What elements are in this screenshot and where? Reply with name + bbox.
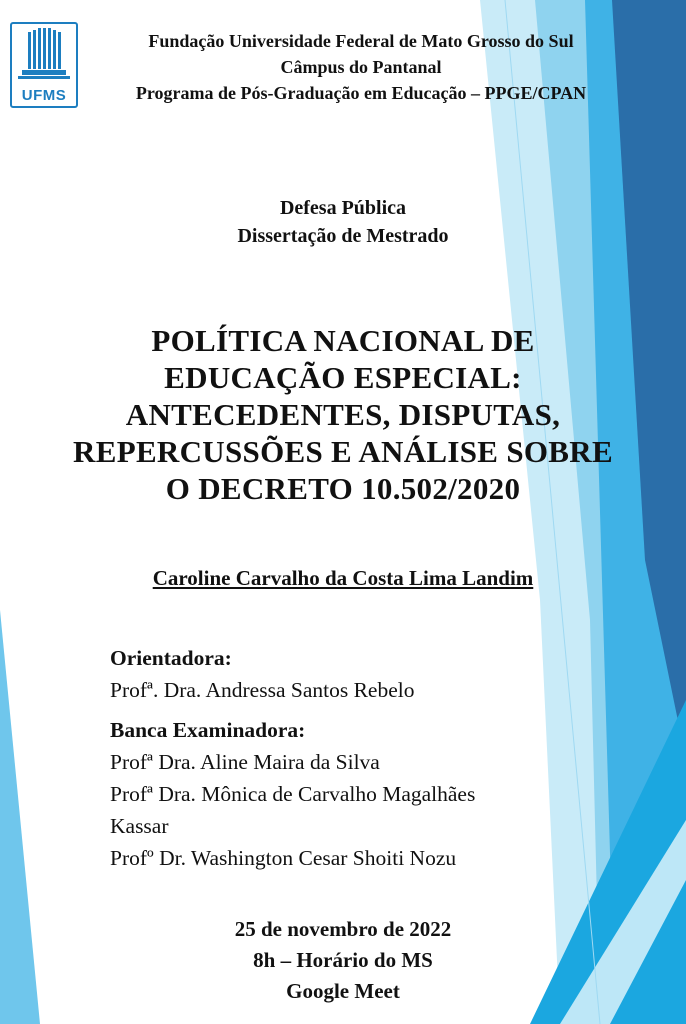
event-line-2: Dissertação de Mestrado [237, 225, 449, 247]
event-line-1: Defesa Pública [279, 197, 407, 219]
committee-member: Profº Dr. Washington Cesar Shoiti Nozu [110, 846, 457, 870]
program-name: Programa de Pós-Graduação em Educação – PPGE/CPAN [135, 83, 587, 103]
advisor-name: Profª. Dra. Andressa Santos Rebelo [110, 678, 415, 702]
institution-name: Fundação Universidade Federal de Mato Grosso do Sul [148, 31, 574, 51]
author-name: Caroline Carvalho da Costa Lima Landim [152, 566, 534, 590]
building-icon [12, 26, 76, 86]
title-line: REPERCUSSÕES E ANÁLISE SOBRE [73, 434, 613, 469]
committee-member: Kassar [110, 814, 169, 838]
title-line: O DECRETO 10.502/2020 [165, 471, 521, 506]
author [0, 566, 686, 591]
committee-heading: Banca Examinadora: [110, 718, 306, 742]
title-line: POLÍTICA NACIONAL DE [151, 323, 535, 358]
committee-member: Profª Dra. Aline Maira da Silva [110, 750, 380, 774]
title-line: EDUCAÇÃO ESPECIAL: [164, 360, 522, 395]
event-type [0, 194, 686, 250]
institution-header [78, 28, 644, 106]
event-date: 25 de novembro de 2022 [234, 917, 452, 941]
title-line: ANTECEDENTES, DISPUTAS, [125, 397, 561, 432]
ufms-logo [10, 22, 78, 108]
committee-section [110, 642, 630, 874]
committee-member: Profª Dra. Mônica de Carvalho Magalhães [110, 782, 476, 806]
event-platform: Google Meet [286, 979, 400, 1003]
logo-text: UFMS [21, 87, 67, 104]
event-details [0, 914, 686, 1007]
dissertation-title [30, 322, 656, 507]
advisor-heading: Orientadora: [110, 646, 232, 670]
campus-name: Câmpus do Pantanal [280, 57, 442, 77]
event-time: 8h – Horário do MS [253, 948, 433, 972]
